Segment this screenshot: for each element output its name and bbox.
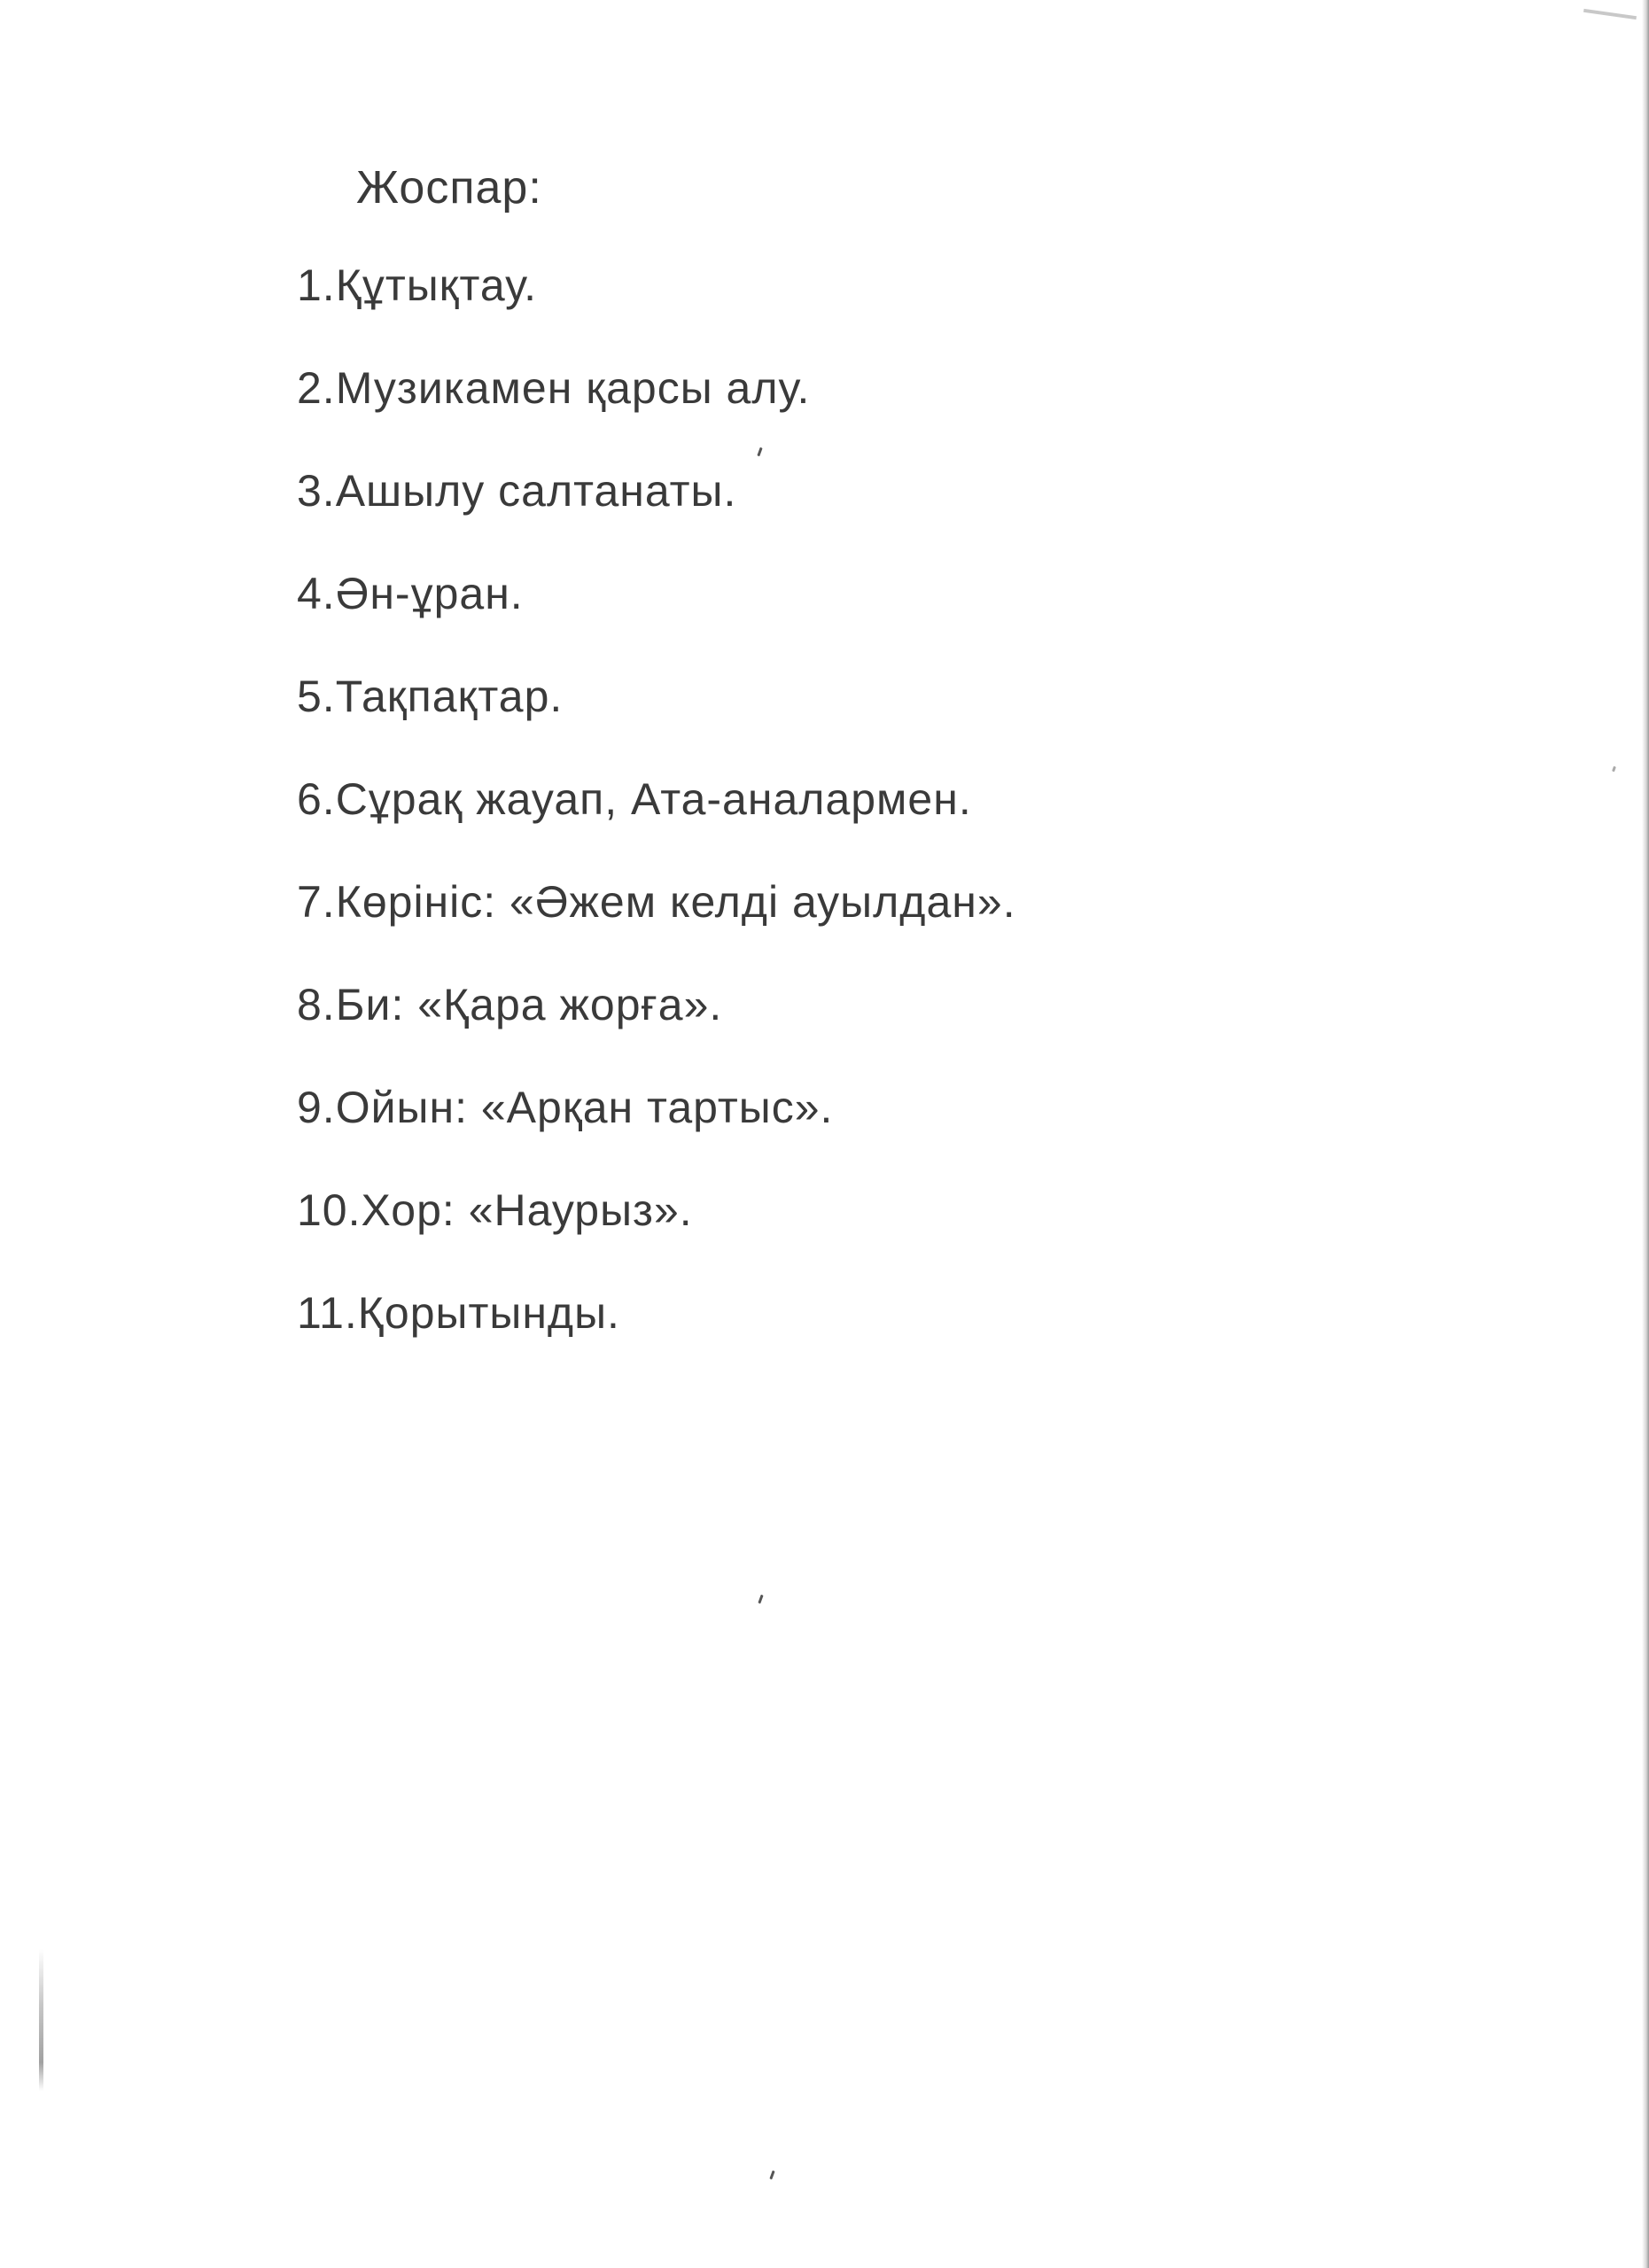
plan-item: 2.Музикамен қарсы алу. xyxy=(297,363,811,413)
plan-item: 9.Ойын: «Арқан тартыс». xyxy=(297,1083,834,1132)
plan-item: 4.Ән-ұран. xyxy=(297,569,524,618)
scan-edge-shadow xyxy=(1642,0,1649,2268)
scan-corner-mark xyxy=(1583,9,1637,19)
scan-speck xyxy=(1612,766,1616,773)
plan-item: 7.Көрініс: «Әжем келді ауылдан». xyxy=(297,877,1016,927)
plan-item: 8.Би: «Қара жорға». xyxy=(297,980,723,1029)
plan-item: 10.Хор: «Наурыз». xyxy=(297,1185,693,1235)
scan-speck xyxy=(758,1595,763,1604)
scan-speck xyxy=(769,2171,774,2179)
plan-item: 11.Қорытынды. xyxy=(297,1288,620,1338)
plan-item: 3.Ашылу салтанаты. xyxy=(297,466,737,516)
plan-list xyxy=(297,257,1016,1387)
plan-item: 1.Құтықтау. xyxy=(297,260,538,310)
plan-title: Жоспар: xyxy=(356,162,542,214)
scan-left-smudge xyxy=(39,1949,43,2091)
plan-item: 5.Тақпақтар. xyxy=(297,672,564,721)
plan-item: 6.Сұрақ жауап, Ата-аналармен. xyxy=(297,774,972,824)
